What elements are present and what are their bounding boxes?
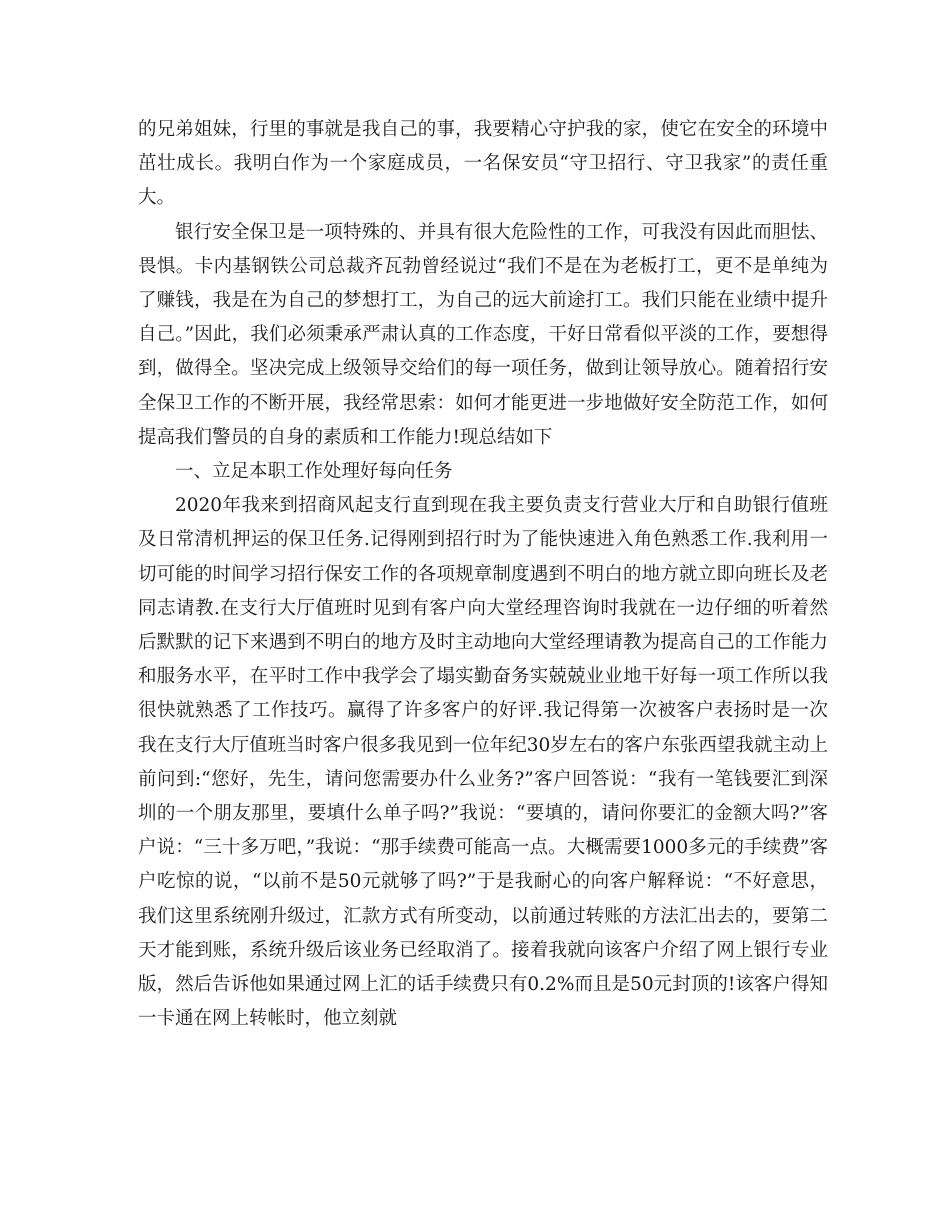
section-heading: 一、立足本职工作处理好每向任务 <box>175 461 453 483</box>
paragraph-2: 银行安全保卫是一项特殊的、并具有很大危险性的工作，可我没有因此而胆怯、畏惧。卡内基钢铁公司总裁齐瓦勃曾经说过“我们不是在为老板打工，更不是单纯为了赚钱，我是在为自己的梦想打工，为自己的远大前途打工。我们只能在业绩中提升自己。”因此，我们必须秉承严肃认真的工作态度，干好日常看似平淡的工作，要想得到，做得全。坚决完成上级领导交给们的每一项任务，做到让领导放心。随着招行安全保卫工作的不断开展，我经常思索：如何才能更进一步地做好安全防范工作，如何提高我们警员的自身的素质和工作能力!现总结如下 <box>138 221 828 448</box>
paragraph-3: 2020年我来到招商风起支行直到现在我主要负责支行营业大厅和自助银行值班及日常清机押运的保卫任务.记得刚到招行时为了能快速进入角色熟悉工作.我利用一切可能的时间学习招行保安工作的各项规章制度遇到不明白的地方就立即向班长及老同志请教.在支行大厅值班时见到有客户向大堂经理咨询时我就在一边仔细的听着然后默默的记下来遇到不明白的地方及时主动地向大堂经理请教为提高自己的工作能力和服务水平，在平时工作中我学会了塌实勤奋务实兢兢业业地干好每一项工作所以我很快就熟悉了工作技巧。赢得了许多客户的好评.我记得第一次被客户表扬时是一次我在支行大厅值班当时客户很多我见到一位年纪30岁左右的客户东张西望我就主动上前问到:“您好，先生，请问您需要办什么业务?”客户回答说：“我有一笔钱要汇到深圳的一个朋友那里，要填什么单子吗?”我说：“要填的，请问你要汇的金额大吗?”客户说：“三十多万吧，”我说：“那手续费可能高一点。大概需要1000多元的手续费”客户吃惊的说，“以前不是50元就够了吗?”于是我耐心的向客户解释说：“不好意思，我们这里系统刚升级过，汇款方式有所变动，以前通过转账的方法汇出去的，要第二天才能到账，系统升级后该业务已经取消了。接着我就向该客户介绍了网上银行专业版，然后告诉他如果通过网上汇的话手续费只有0.2%而且是50元封顶的!该客户得知一卡通在网上转帐时，他立刻就 <box>138 495 828 1030</box>
paragraph-1: 的兄弟姐妹，行里的事就是我自己的事，我要精心守护我的家，使它在安全的环境中茁壮成长。我明白作为一个家庭成员，一名保安员“守卫招行、守卫我家”的责任重大。 <box>138 119 828 209</box>
document-body <box>138 113 828 1036</box>
